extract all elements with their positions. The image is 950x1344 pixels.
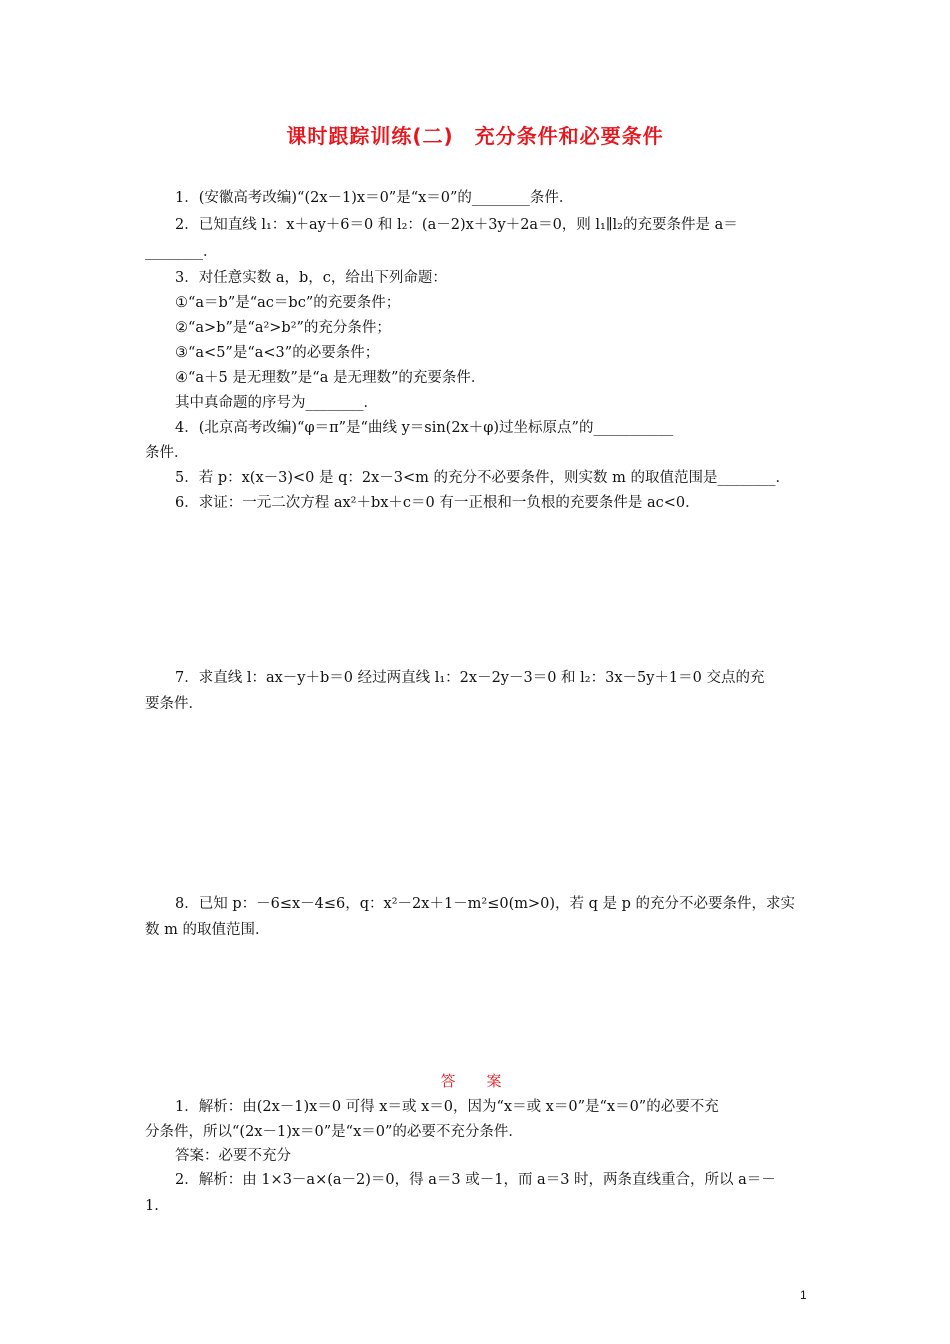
question-8: 8．已知 p：－6≤x－4≤6，q：x²－2x＋1－m²≤0(m>0)，若 q 是 p 的充分不必要条件，求实 [175, 896, 796, 912]
question-7: 7．求直线 l：ax－y＋b＝0 经过两直线 l₁：2x－2y－3＝0 和 l₂：3x－5y＋1＝0 交点的充 [175, 670, 765, 686]
question-8-cont: 数 m 的取值范围． [145, 922, 270, 938]
question-1: 1．(安徽高考改编)“(2x－1)x＝0”是“x＝0”的________条件． [175, 190, 574, 206]
question-4-cont: 条件． [145, 445, 189, 461]
question-2-cont: ________． [145, 244, 218, 260]
question-3-item-4: ④“a＋5 是无理数”是“a 是无理数”的充要条件． [175, 370, 486, 386]
answer-1-cont: 分条件，所以“(2x－1)x＝0”是“x＝0”的必要不充分条件． [145, 1124, 523, 1140]
question-3-item-2: ②“a>b”是“a²>b²”的充分条件； [175, 320, 391, 336]
question-3-item-1: ①“a＝b”是“ac＝bc”的充要条件； [175, 295, 401, 311]
page-number: 1 [800, 1288, 807, 1302]
question-3-item-3: ③“a<5”是“a<3”的必要条件； [175, 345, 380, 361]
answer-1-result: 答案：必要不充分 [175, 1148, 291, 1164]
question-3: 3．对任意实数 a，b，c，给出下列命题： [175, 270, 447, 286]
question-5: 5．若 p：x(x－3)<0 是 q：2x－3<m 的充分不必要条件，则实数 m 的取值范围是________． [175, 470, 790, 486]
question-2: 2．已知直线 l₁：x＋ay＋6＝0 和 l₂：(a－2)x＋3y＋2a＝0，则 l₁∥l₂的充要条件是 a＝ [175, 217, 738, 233]
question-4: 4．(北京高考改编)“φ＝π”是“曲线 y＝sin(2x＋φ)过坐标原点”的___________ [175, 420, 674, 436]
answer-1: 1．解析：由(2x－1)x＝0 可得 x＝或 x＝0，因为“x＝或 x＝0”是“x＝0”的必要不充 [175, 1099, 719, 1115]
answer-heading: 答 案 [440, 1072, 510, 1090]
question-3-cont: 其中真命题的序号为________． [175, 395, 378, 411]
question-6: 6．求证：一元二次方程 ax²＋bx＋c＝0 有一正根和一负根的充要条件是 ac<0． [175, 495, 700, 511]
page-title: 课时跟踪训练(二) 充分条件和必要条件 [286, 124, 664, 148]
answer-2-cont: 1. [145, 1198, 159, 1214]
answer-2: 2．解析：由 1×3－a×(a－2)＝0，得 a＝3 或－1，而 a＝3 时，两条直线重合，所以 a＝－ [175, 1172, 776, 1188]
question-7-cont: 要条件． [145, 696, 203, 712]
